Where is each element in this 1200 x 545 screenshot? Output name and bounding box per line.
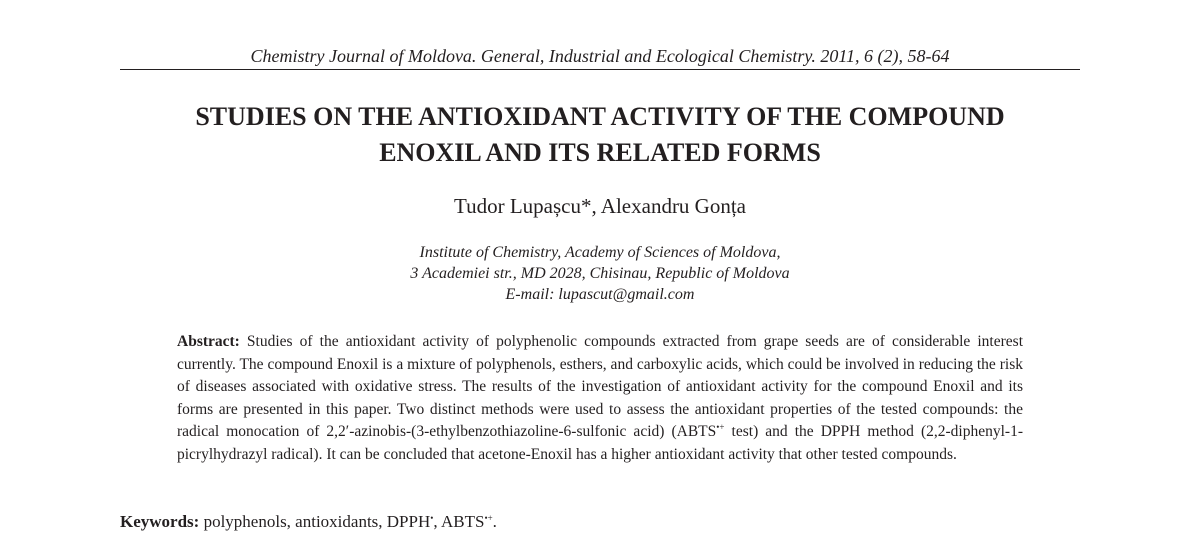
keywords-text-part-1: polyphenols, antioxidants, DPPH — [199, 512, 431, 531]
journal-header: Chemistry Journal of Moldova. General, Industrial and Ecological Chemistry. 2011, 6 (2), 58-64 — [250, 46, 950, 66]
keywords-label: Keywords: — [120, 512, 200, 531]
paper-title — [100, 99, 1100, 171]
abstract-text-part-2: test) and the DPPH method (2,2-diphenyl-1-picrylhydrazyl radical). It can be concluded that acetone-Enoxil has a higher antioxidant activity that other tested compounds. — [177, 423, 1023, 463]
title-line-1: STUDIES ON THE ANTIOXIDANT ACTIVITY OF THE COMPOUND — [195, 102, 1005, 131]
abstract — [177, 331, 1023, 466]
dpph-superscript: • — [430, 513, 434, 523]
abts-superscript: •+ — [716, 422, 725, 432]
abts-keyword-superscript: •+ — [484, 513, 493, 523]
header-rule — [120, 69, 1080, 70]
keywords-text-part-3: . — [492, 512, 497, 531]
affiliation-email: E-mail: lupascut@gmail.com — [505, 286, 695, 303]
keywords — [120, 510, 1080, 534]
authors: Tudor Lupașcu*, Alexandru Gonța — [453, 194, 747, 218]
affiliation-institute: Institute of Chemistry, Academy of Sciences of Moldova, — [419, 244, 781, 261]
abstract-label: Abstract: — [177, 333, 240, 350]
keywords-text-part-2: , ABTS — [433, 512, 485, 531]
title-line-2: ENOXIL AND ITS RELATED FORMS — [379, 138, 821, 167]
affiliation-address: 3 Academiei str., MD 2028, Chisinau, Republic of Moldova — [410, 265, 790, 282]
abstract-text-part-1: Studies of the antioxidant activity of polyphenolic compounds extracted from grape seeds are of considerable interest currently. The compound Enoxil is a mixture of polyphenols, esthers, and carboxylic acids, which could be involved in reducing the risk of diseases associated with oxidative stress. The results of the investigation of antioxidant activity for the compound Enoxil and its forms are presented in this paper. Two distinct methods were used to assess the antioxidant properties of the tested compounds: the radical monocation of 2,2′-azinobis-(3-ethylbenzothiazoline-6-sulfonic acid) (ABTS — [177, 333, 1023, 440]
affiliation — [100, 242, 1100, 305]
